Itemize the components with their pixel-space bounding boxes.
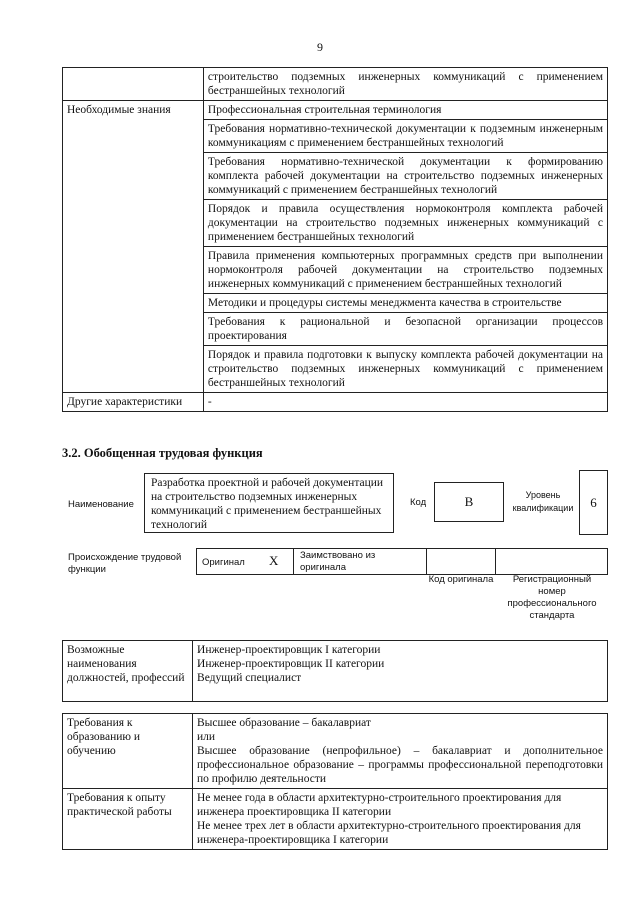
row-text: Требования нормативно-технической документации к подземным инженерным коммуникациям с применением бестраншейных технологий [203, 120, 607, 153]
level-value-box: 6 [579, 470, 608, 535]
row-text: Требования к рациональной и безопасной организации процессов проектирования [203, 313, 607, 346]
page-number: 9 [317, 40, 323, 54]
row-text: Методики и процедуры системы менеджмента качества в строительстве [203, 294, 607, 313]
code-original-cell [426, 548, 496, 575]
position-item: Инженер-проектировщик I категории [197, 644, 381, 656]
position-item: Инженер-проектировщик II категории [197, 658, 385, 670]
name-label: Наименование [68, 499, 134, 510]
row-text: Правила применения компьютерных программных средств при выполнении нормоконтроля рабочей документации на строительство подземных инженерных коммуникаций с применением бестраншейных технологий [203, 247, 607, 294]
table-row [63, 68, 608, 101]
experience-line: Не менее года в области архитектурно-строительного проектирования для инженера проектировщика II категории [196, 792, 562, 818]
positions-label: Возможные наименования должностей, профессий [63, 641, 193, 702]
positions-table [62, 640, 608, 702]
code-original-caption: Код оригинала [428, 574, 494, 585]
table-row [63, 714, 608, 789]
experience-label: Требования к опыту практической работы [63, 789, 193, 850]
row-text: Порядок и правила подготовки к выпуску комплекта рабочей документации на строительство подземных инженерных коммуникаций с применением бестраншейных технологий [203, 346, 607, 393]
education-line: Высшее образование – бакалавриат [196, 717, 371, 729]
level-label: Уровень квалификации [512, 490, 574, 513]
row-text: строительство подземных инженерных коммуникаций с применением бестраншейных технологий [203, 68, 607, 101]
function-name-box: Разработка проектной и рабочей документации на строительство подземных инженерных коммуникаций с применением бестраншейных технологий [144, 473, 394, 533]
row-text: Профессиональная строительная терминология [203, 101, 607, 120]
code-label: Код [410, 497, 427, 508]
experience-cell [192, 789, 607, 850]
original-mark: X [269, 553, 279, 568]
table-row [63, 393, 608, 412]
table-row [63, 101, 608, 120]
knowledge-table [62, 67, 608, 412]
education-cell [192, 714, 607, 789]
education-label: Требования к образованию и обучению [63, 714, 193, 789]
row-label-other: Другие характеристики [63, 393, 204, 412]
row-text: Требования нормативно-технической документации к формированию комплекта рабочей документации на строительство подземных инженерных коммуникаций с применением бестраншейных технологий [203, 153, 607, 200]
table-row [63, 789, 608, 850]
original-cell [196, 548, 294, 575]
origin-label: Происхождение трудовой функции [68, 552, 182, 575]
row-text: Порядок и правила осуществления нормоконтроля комплекта рабочей документации на строительство подземных инженерных коммуникаций с применением бестраншейных технологий [203, 200, 607, 247]
code-value-box: B [434, 482, 504, 522]
reg-number-caption: Регистрационный номер профессионального стандарта [507, 574, 597, 621]
borrowed-cell [293, 548, 427, 575]
positions-cell [193, 641, 608, 702]
reg-number-cell [495, 548, 608, 575]
row-label-required-knowledge: Необходимые знания [63, 101, 204, 393]
table-row [63, 641, 608, 702]
experience-line: Не менее трех лет в области архитектурно-строительного проектирования для инженера-проектировщика I категории [196, 820, 581, 846]
education-table [62, 713, 608, 850]
education-line: или [196, 731, 216, 743]
education-line: Высшее образование (непрофильное) – бакалавриат и дополнительное профессиональное образование – программы профессиональной переподготовки по профилю деятельности [196, 745, 603, 785]
row-label [63, 68, 204, 101]
row-text: - [203, 393, 607, 412]
position-item: Ведущий специалист [197, 672, 302, 684]
borrowed-label: Заимствовано из оригинала [300, 550, 376, 573]
section-title: 3.2. Обобщенная трудовая функция [62, 446, 263, 460]
original-label: Оригинал [202, 557, 245, 568]
